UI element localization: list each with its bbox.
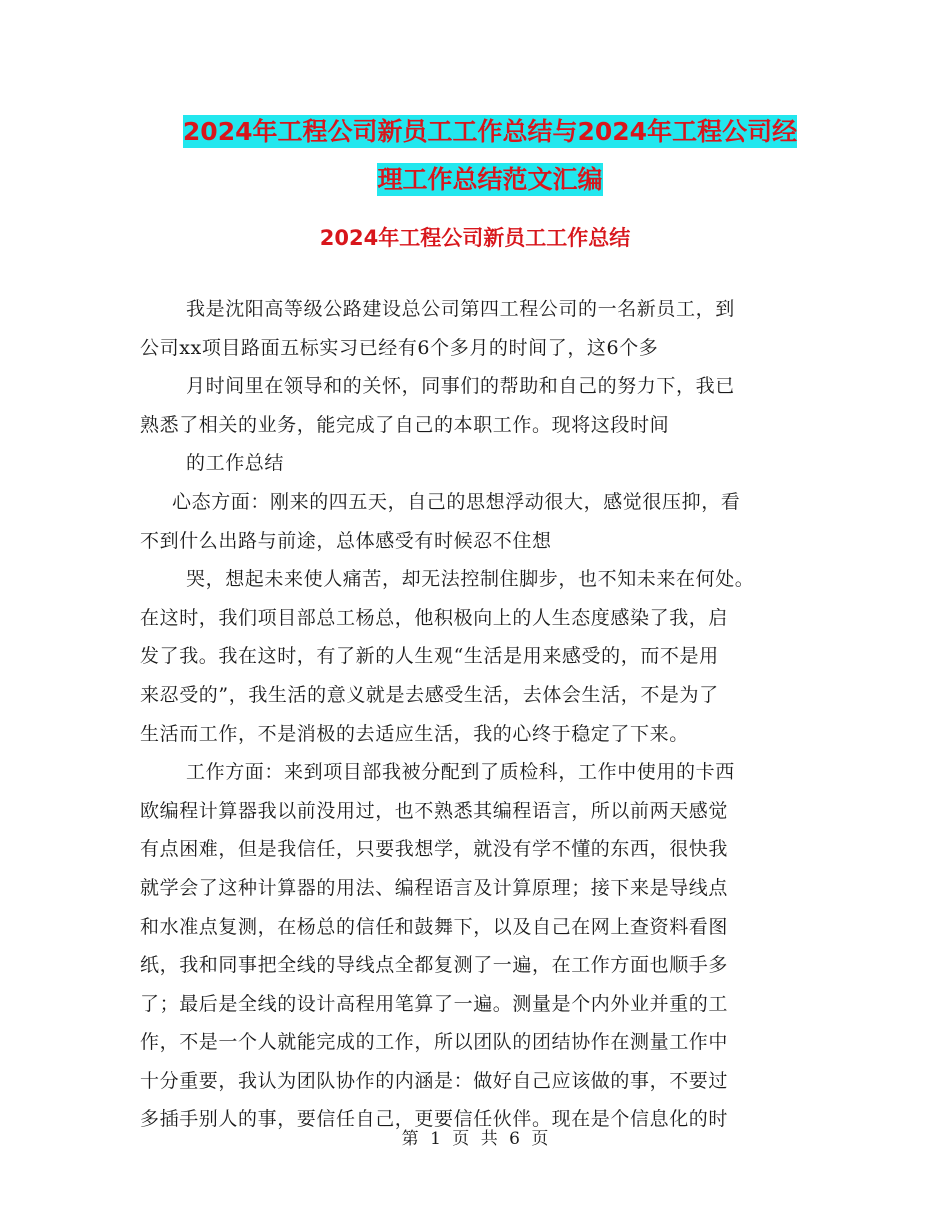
document-title (140, 108, 840, 204)
text-line: 工作方面：来到项目部我被分配到了质检科，工作中使用的卡西 (186, 761, 735, 784)
text-line: 在这时，我们项目部总工杨总，他积极向上的人生态度感染了我，启 (140, 606, 729, 629)
text-line: 和水准点复测，在杨总的信任和鼓舞下，以及自己在网上查资料看图 (140, 915, 729, 938)
text-line: 多插手别人的事，要信任自己，更要信任伙伴。现在是个信息化的时 (140, 1108, 729, 1131)
text-line: 作，不是一个人就能完成的工作，所以团队的团结协作在测量工作中 (140, 1031, 729, 1054)
text-line: 欧编程计算器我以前没用过，也不熟悉其编程语言，所以前两天感觉 (140, 799, 729, 822)
document-body (140, 290, 810, 1139)
text-line: 我是沈阳高等级公路建设总公司第四工程公司的一名新员工，到 (186, 298, 735, 320)
text-line: 的工作总结 (186, 452, 285, 475)
text-line: 纸，我和同事把全线的导线点全都复测了一遍，在工作方面也顺手多 (140, 954, 729, 977)
text-line: 来忍受的”，我生活的意义就是去感受生活，去体会生活，不是为了 (140, 683, 719, 706)
text-line: 发了我。我在这时，有了新的人生观“生活是用来感受的，而不是用 (140, 645, 719, 668)
text-line: 生活而工作，不是消极的去适应生活，我的心终于稳定了下来。 (140, 722, 689, 745)
text-line: 十分重要，我认为团队协作的内涵是：做好自己应该做的事，不要过 (140, 1069, 729, 1092)
text-line: 不到什么出路与前途，总体感受有时候忍不住想 (140, 529, 552, 552)
text-line: 哭，想起未来使人痛苦，却无法控制住脚步，也不知未来在何处。 (186, 568, 755, 591)
title-line-1: 2024年工程公司新员工工作总结与2024年工程公司经 (182, 117, 798, 146)
section-title: 2024年工程公司新员工工作总结 (319, 226, 631, 250)
text-line: 心态方面：刚来的四五天，自己的思想浮动很大，感觉很压抑，看 (172, 490, 741, 513)
text-line: 公司xx项目路面五标实习已经有6个多月的时间了，这6个多 (140, 336, 659, 359)
text-line: 月时间里在领导和的关怀，同事们的帮助和自己的努力下，我已 (186, 375, 735, 398)
text-line: 熟悉了相关的业务，能完成了自己的本职工作。现将这段时间 (140, 413, 670, 436)
text-line: 了；最后是全线的设计高程用笔算了一遍。测量是个内外业并重的工 (140, 992, 729, 1015)
page-number-footer: 第 1 页 共 6 页 (401, 1129, 549, 1149)
title-line-2: 理工作总结范文汇编 (377, 165, 603, 194)
text-line: 有点困难，但是我信任，只要我想学，就没有学不懂的东西，很快我 (140, 838, 729, 861)
text-line: 就学会了这种计算器的用法、编程语言及计算原理；接下来是导线点 (140, 876, 729, 899)
